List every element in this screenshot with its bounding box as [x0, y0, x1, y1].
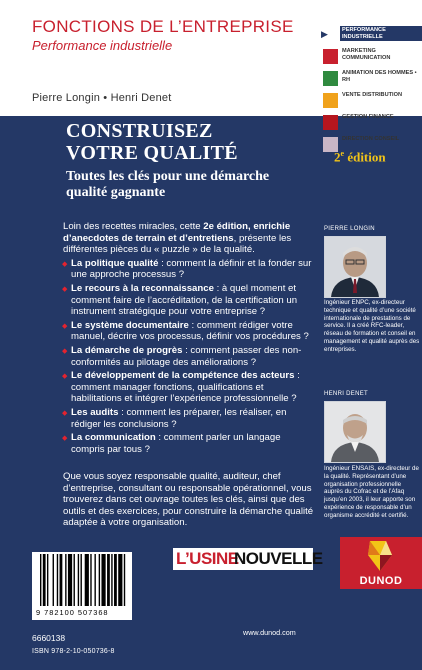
edition-badge [334, 149, 386, 165]
barcode-bar [74, 554, 75, 606]
author2-portrait-icon [325, 402, 385, 462]
barcode-bar [85, 554, 89, 606]
barcode-bar [65, 554, 66, 606]
category-label: MARKETING COMMUNICATION [342, 48, 391, 61]
category-item [313, 25, 422, 47]
bullet-diamond-icon: ◆ [62, 409, 68, 417]
category-label: DIRECTION CONSEIL [342, 136, 400, 142]
blurb-outro: Que vous soyez responsable qualité, auditeur, chef d’entreprise, consultant ou responsable opérationnel, vous trouverez dans cet ouvrage toutes les clés, ainsi que des outils et des exercices, pour construire la démarche qualité adaptée à votre organisation. [63, 471, 314, 529]
barcode [32, 552, 132, 620]
bullet-diamond-icon: ◆ [62, 373, 68, 381]
barcode-bar [78, 554, 79, 606]
barcode-bar [43, 554, 46, 606]
author1-portrait-icon [325, 237, 385, 297]
bullet-text: : comment rédiger votre manuel, décrire vos processus, définir vos procédures ? [71, 319, 309, 343]
bullet-item [63, 320, 314, 343]
barcode-bar [40, 554, 41, 606]
intro-part-a: Loin des recettes miracles, cette [63, 221, 204, 232]
bullet-text: : comment les préparer, les réaliser, en rédiger les conclusions ? [71, 406, 287, 430]
barcode-bar [111, 554, 112, 606]
bullet-heading: La politique qualité [71, 257, 159, 269]
title-line-1: CONSTRUISEZ [66, 120, 213, 142]
bullet-diamond-icon: ◆ [62, 347, 68, 355]
bullet-item [63, 258, 314, 281]
bullet-diamond-icon: ◆ [62, 322, 68, 330]
bullet-text: : à quel moment et comment faire de l’accréditation, de la certification un instrument stratégique pour votre entreprise ? [71, 282, 298, 318]
authors-line: Pierre Longin • Henri Denet [32, 92, 172, 104]
book-title [66, 120, 238, 164]
bullet-item [63, 407, 314, 430]
barcode-bar [94, 554, 95, 606]
category-label: PERFORMANCE INDUSTRIELLE [340, 26, 422, 41]
intro-part-c: , présente les différentes pièces du « puzzle » de la qualité. [63, 232, 292, 256]
category-swatch [323, 115, 338, 130]
bullet-heading: La communication [71, 432, 156, 444]
barcode-bar [90, 554, 91, 606]
edition-word: édition [344, 149, 386, 165]
subtitle-line-2: qualité gagnante [66, 185, 166, 200]
author2-bio: Ingénieur ENSAIS, ex-directeur de la qualité. Représentant d’une organisation professionnelle auprès du Cofrac et de l’Afaq jusqu’en 2003, il leur apporte son expérience de responsable d’un organisme accrédité et certifié. [324, 465, 419, 519]
author1-photo [324, 236, 386, 298]
category-item [313, 91, 422, 113]
category-swatch [323, 71, 338, 86]
category-label: VENTE DISTRIBUTION [342, 92, 402, 98]
bullet-heading: Le développement de la compétence des acteurs [71, 370, 295, 382]
barcode-bar [118, 554, 122, 606]
barcode-bar [81, 554, 82, 606]
collection-categories [313, 25, 422, 157]
barcode-bar [57, 554, 58, 606]
intro-part-b: 2e édition, enrichie d’anecdotes de terrain et d’entretiens [63, 221, 291, 244]
blurb-bullets [63, 258, 314, 456]
title-line-2: VOTRE QUALITÉ [66, 142, 238, 164]
barcode-bar [47, 554, 48, 606]
category-swatch [323, 49, 338, 64]
bullet-diamond-icon: ◆ [62, 285, 68, 293]
barcode-bar [68, 554, 72, 606]
barcode-icon [40, 554, 128, 606]
blurb-intro [63, 221, 314, 256]
series-subtitle: Performance industrielle [32, 38, 173, 53]
author1-bio: Ingénieur ENPC, ex-directeur technique et qualité d’une société internationale de prestations de service. Il a créé RFC-leader, réseau de formation et conseil en management et qualité auprès des entreprises. [324, 299, 420, 353]
isbn: ISBN 978-2-10-050736-8 [32, 648, 115, 655]
barcode-bar [107, 554, 110, 606]
bullet-text: : comment la définir et la fonder sur une approche processus ? [71, 257, 312, 281]
bullet-item [63, 432, 314, 455]
bullet-diamond-icon: ◆ [62, 260, 68, 268]
bullet-heading: Les audits [71, 406, 119, 418]
author1-name: PIERRE LONGIN [324, 226, 375, 232]
bullet-heading: Le recours à la reconnaissance [71, 282, 214, 294]
barcode-bar [60, 554, 63, 606]
dunod-logo [340, 537, 422, 589]
author2-photo [324, 401, 386, 463]
barcode-bar [99, 554, 100, 606]
barcode-bar [53, 554, 54, 606]
bullet-text: : comment manager fonctions, qualifications et habilitations et intégrer l’expérience professionnelle ? [71, 370, 300, 405]
bullet-heading: Le système documentaire [71, 319, 189, 331]
dunod-wordmark: DUNOD [359, 575, 403, 587]
bullet-item [63, 345, 314, 368]
bullet-heading: La démarche de progrès [71, 344, 183, 356]
category-item [313, 47, 422, 69]
dunod-mark-icon [340, 537, 422, 575]
product-code: 6660138 [32, 633, 66, 643]
category-label: GESTION FINANCE [342, 114, 394, 120]
website: www.dunod.com [243, 628, 296, 637]
category-swatch [323, 93, 338, 108]
barcode-bar [114, 554, 117, 606]
bullet-item [63, 370, 314, 405]
edition-sup: e [340, 149, 345, 158]
author2-name: HENRI DENET [324, 391, 368, 397]
bullet-item [63, 283, 314, 318]
series-title: FONCTIONS DE L’ENTREPRISE [32, 17, 294, 36]
logo-part1: L’USINE [176, 549, 239, 568]
category-label: ANIMATION DES HOMMES • RH [342, 70, 417, 83]
active-arrow-icon: ▶ [321, 29, 328, 39]
barcode-bar [101, 554, 105, 606]
bullet-text: : comment parler un langage compris par tous ? [71, 432, 281, 455]
category-item [313, 69, 422, 91]
category-item [313, 113, 422, 135]
blurb [63, 221, 314, 457]
bullet-text: : comment passer des non-conformités au pilotage des améliorations ? [71, 344, 302, 368]
usine-nouvelle-logo [173, 548, 323, 570]
bullet-diamond-icon: ◆ [62, 435, 68, 443]
logo-part2: NOUVELLE [234, 549, 323, 568]
subtitle-line-1: Toutes les clés pour une démarche [66, 169, 270, 184]
edition-number: 2 [334, 149, 341, 165]
book-subtitle [66, 169, 269, 201]
barcode-number: 9 782100 507368 [36, 608, 109, 617]
barcode-bar [124, 554, 125, 606]
